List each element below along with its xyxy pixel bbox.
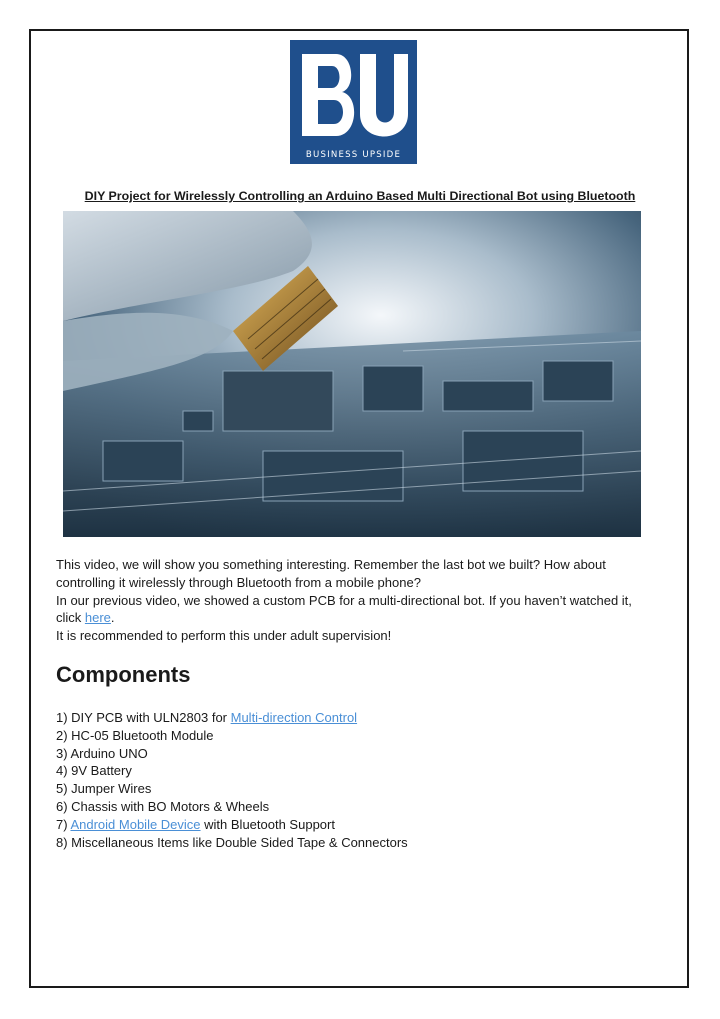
- hero-image: [63, 211, 641, 537]
- component-link[interactable]: Android Mobile Device: [70, 816, 201, 832]
- component-text: 2) HC-05 Bluetooth Module: [56, 727, 214, 743]
- intro-paragraph: [56, 556, 656, 645]
- component-text: 6) Chassis with BO Motors & Wheels: [56, 798, 270, 814]
- component-text: 3) Arduino UNO: [56, 745, 148, 761]
- intro-line-3: It is recommended to perform this under adult supervision!: [56, 628, 392, 644]
- component-item: [56, 816, 656, 834]
- component-item: [56, 727, 656, 745]
- document-title: DIY Project for Wirelessly Controlling an Arduino Based Multi Directional Bot using Bluetooth: [84, 189, 636, 203]
- intro-line-1: This video, we will show you something interesting. Remember the last bot we built? How about controlling it wirelessly through Bluetooth from a mobile phone?: [56, 557, 606, 590]
- component-link[interactable]: Multi-direction Control: [230, 710, 358, 725]
- business-upside-logo: [290, 40, 417, 164]
- intro-line-2: [56, 592, 656, 628]
- logo-subtitle: BUSINESS UPSIDE: [305, 150, 402, 160]
- component-text: 5) Jumper Wires: [56, 781, 152, 797]
- bu-logo-glyph-icon: [296, 48, 411, 142]
- component-text: 7): [56, 816, 71, 832]
- intro-line-2-text: In our previous video, we showed a custom PCB for a multi-directional bot. If you haven’t watched it, click: [56, 592, 632, 626]
- components-heading: Components: [56, 662, 191, 687]
- component-item: [56, 709, 656, 727]
- here-link[interactable]: here: [84, 610, 111, 626]
- component-text: 1) DIY PCB with ULN2803 for: [56, 710, 231, 725]
- component-text: 8) Miscellaneous Items like Double Sided Tape & Connectors: [56, 834, 408, 850]
- component-item: [56, 762, 656, 780]
- intro-line-2-end: .: [110, 610, 115, 626]
- components-list: [56, 709, 656, 851]
- component-item: [56, 780, 656, 798]
- component-text-suffix: with Bluetooth Support: [200, 816, 335, 832]
- component-item: [56, 745, 656, 763]
- component-text: 4) 9V Battery: [56, 763, 132, 779]
- component-item: [56, 798, 656, 816]
- component-item: [56, 834, 656, 852]
- circuit-board-photo-icon: [63, 211, 641, 537]
